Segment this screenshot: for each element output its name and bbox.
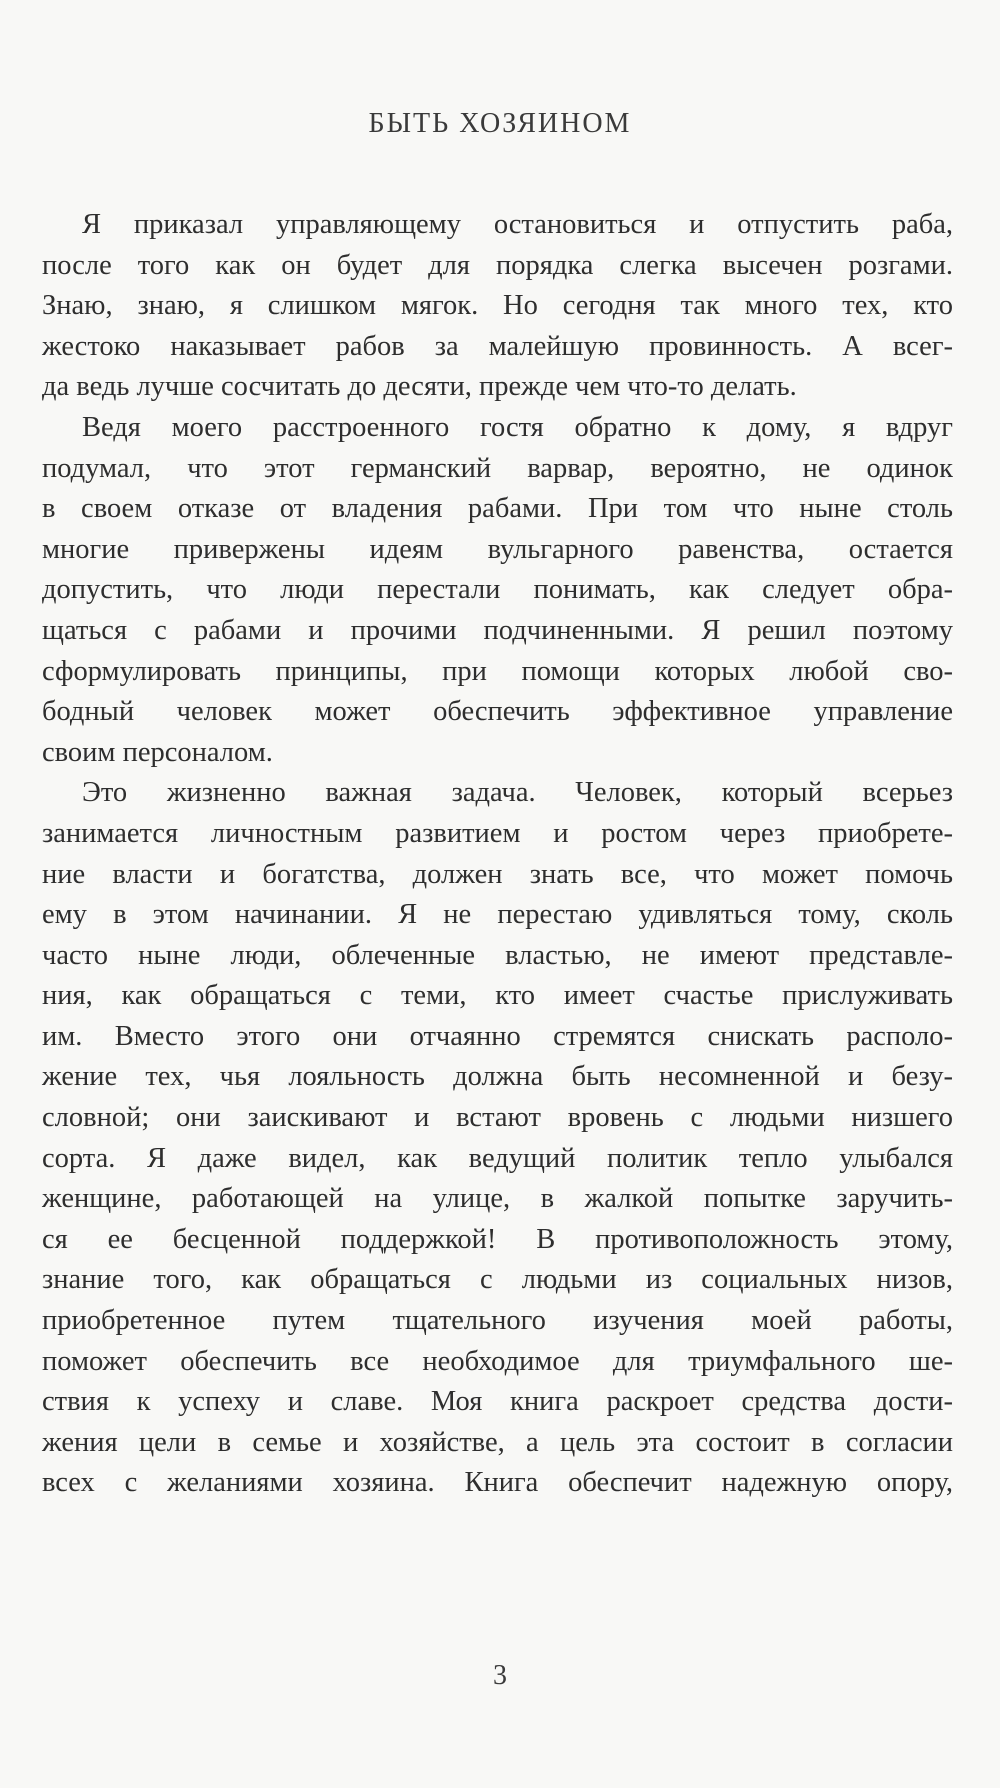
paragraph-2	[42, 408, 953, 773]
text-line: допустить, что люди перестали понимать, как следует обра-	[42, 574, 953, 606]
text-line: ния, как обращаться с теми, кто имеет счастье прислуживать	[42, 980, 953, 1012]
text-line: сформулировать принципы, при помощи которых любой сво-	[42, 655, 953, 687]
text-line: им. Вместо этого они отчаянно стремятся снискать располо-	[42, 1020, 953, 1052]
page-body	[42, 205, 953, 1504]
text-line: своим персоналом.	[42, 736, 273, 768]
text-line: подумал, что этот германский варвар, вероятно, не одинок	[42, 452, 953, 484]
text-line: сорта. Я даже видел, как ведущий политик тепло улыбался	[42, 1142, 953, 1174]
text-line: всех с желаниями хозяина. Книга обеспечит надежную опору,	[42, 1467, 953, 1499]
text-line: жестоко наказывает рабов за малейшую провинность. А всег-	[42, 330, 953, 362]
text-line: словной; они заискивают и встают вровень с людьми низшего	[42, 1102, 953, 1134]
text-line: ствия к успеху и славе. Моя книга раскроет средства дости-	[42, 1386, 953, 1418]
text-line: приобретенное путем тщательного изучения моей работы,	[42, 1305, 953, 1337]
text-line: Это жизненно важная задача. Человек, который всерьез	[82, 777, 953, 809]
text-line: жения цели в семье и хозяйстве, а цель эта состоит в согласии	[42, 1426, 953, 1458]
text-line: щаться с рабами и прочими подчиненными. Я решил поэтому	[42, 614, 953, 646]
paragraph-3	[42, 773, 953, 1504]
text-line: жение тех, чья лояльность должна быть несомненной и безу-	[42, 1061, 953, 1093]
text-line: Я приказал управляющему остановиться и отпустить раба,	[82, 209, 953, 240]
text-line: Знаю, знаю, я слишком мягок. Но сегодня так много тех, кто	[42, 290, 953, 322]
text-line: женщине, работающей на улице, в жалкой попытке заручить-	[42, 1183, 953, 1215]
text-line: бодный человек может обеспечить эффективное управление	[42, 696, 953, 728]
text-line: ся ее бесценной поддержкой! В противоположность этому,	[42, 1223, 953, 1255]
text-line: ние власти и богатства, должен знать все, что может помочь	[42, 858, 953, 890]
chapter-title: БЫТЬ ХОЗЯИНОМ	[368, 108, 632, 139]
text-line: многие привержены идеям вульгарного равенства, остается	[42, 533, 953, 565]
text-line: часто ныне люди, облеченные властью, не имеют представле-	[42, 939, 953, 971]
page-number: 3	[493, 1660, 507, 1691]
text-line: в своем отказе от владения рабами. При том что ныне столь	[42, 493, 953, 525]
text-line: ему в этом начинании. Я не перестаю удивляться тому, сколь	[42, 899, 953, 931]
text-line: после того как он будет для порядка слегка высечен розгами.	[42, 249, 953, 281]
text-line: да ведь лучше сосчитать до десяти, прежде чем что-то делать.	[42, 371, 797, 403]
text-line: знание того, как обращаться с людьми из социальных низов,	[42, 1264, 953, 1296]
paragraph-1	[42, 205, 953, 408]
text-line: занимается личностным развитием и ростом через приобрете-	[42, 817, 953, 849]
text-line: поможет обеспечить все необходимое для триумфального ше-	[42, 1345, 953, 1377]
text-line: Ведя моего расстроенного гостя обратно к дому, я вдруг	[82, 411, 953, 443]
